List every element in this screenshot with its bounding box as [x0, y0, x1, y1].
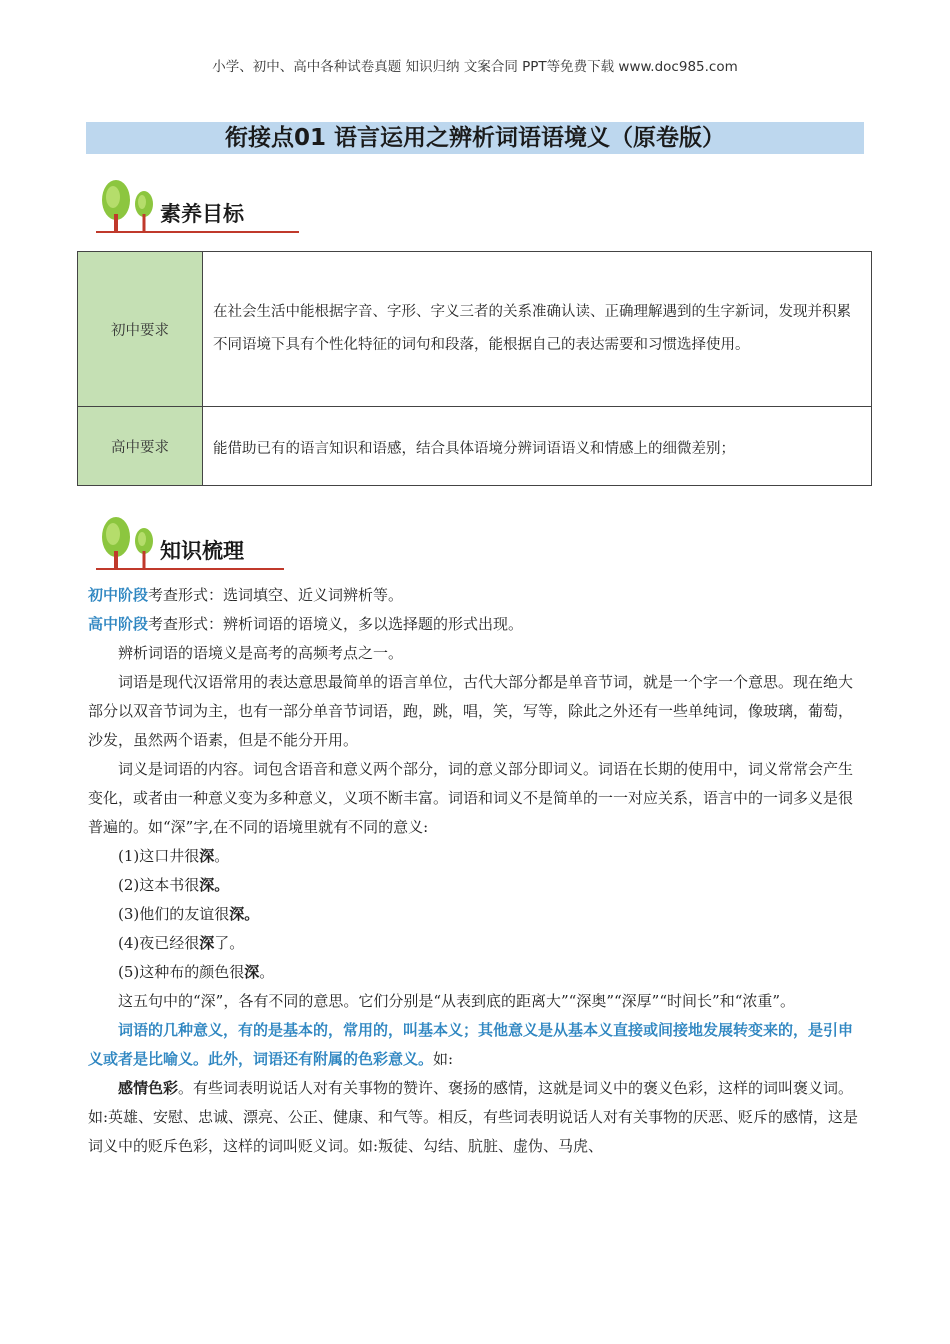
level-cell: 高中要求: [78, 407, 203, 486]
paragraph: 词义是词语的内容。词包含语音和意义两个部分，词的意义部分即词义。词语在长期的使用中，词义常常会产生变化，或者由一种意义变为多种意义，义项不断丰富。词语和词义不是简单的一一对应关系，语言中的一词多义是很普遍的。如“深”字,在不同的语境里就有不同的意义:: [88, 760, 854, 836]
paragraph: [88, 1074, 862, 1161]
example-keyword: 深。: [199, 876, 230, 894]
site-header: 小学、初中、高中各种试卷真题 知识归纳 文案合同 PPT等免费下载 www.doc985.com: [212, 59, 738, 75]
stage-text: 考查形式：选词填空、近义词辨析等。: [148, 586, 404, 604]
example-text: (3)他们的友谊很: [118, 905, 230, 923]
example-text: 。: [259, 963, 275, 981]
paragraph-text: 。有些词表明说话人对有关事物的赞许、褒扬的感情，这就是词义中的褒义色彩，这样的词叫褒义词。如:英雄、安慰、忠诚、漂亮、公正、健康、和气等。相反，有些词表明说话人对有关事物的厌恶、贬斥的感情，这是词义中的贬斥色彩，这样的词叫贬义词。如:叛徒、勾结、肮脏、虚伪、马虎、: [88, 1079, 859, 1155]
section-label-knowledge: 知识梳理: [160, 539, 244, 563]
stage-text: 考查形式：辨析词语的语境义，多以选择题的形式出现。: [148, 615, 524, 633]
document-title: 衔接点01 语言运用之辨析词语语境义（原卷版）: [86, 122, 864, 154]
paragraph: 辨析词语的语境义是高考的高频考点之一。: [118, 644, 404, 662]
highlight-text: 词语的几种意义，有的是基本的，常用的，叫基本义；其他意义是从基本义直接或间接地发展转变来的，是引申义或者是比喻义。此外，词语还有附属的色彩意义。: [88, 1021, 854, 1068]
knowledge-content: [88, 581, 862, 1161]
example-text: (1)这口井很: [118, 847, 200, 865]
paragraph: 这五句中的“深”，各有不同的意思。它们分别是“从表到底的距离大”“深奥”“深厚”“时间长”和“浓重”。: [118, 992, 796, 1010]
requirement-cell: 在社会生活中能根据字音、字形、字义三者的关系准确认读、正确理解遇到的生字新词，发现并积累不同语境下具有个性化特征的词句和段落，能根据自己的表达需要和习惯选择使用。: [203, 252, 872, 407]
example-keyword: 深: [199, 847, 215, 865]
term-label: 感情色彩: [118, 1079, 179, 1097]
paragraph-tail: 如:: [433, 1050, 454, 1068]
example-text: 。: [214, 847, 230, 865]
example-item: [88, 958, 862, 987]
section-label-goals: 素养目标: [160, 202, 244, 226]
example-text: (5)这种布的颜色很: [118, 963, 245, 981]
example-item: [88, 871, 862, 900]
example-item: [88, 842, 862, 871]
example-text: (4)夜已经很: [118, 934, 200, 952]
goals-table: [77, 251, 872, 486]
stage-senior: [88, 610, 862, 639]
example-keyword: 深: [199, 934, 215, 952]
requirement-cell: 能借助已有的语言知识和语感，结合具体语境分辨词语语义和情感上的细微差别；: [203, 407, 872, 486]
paragraph: [88, 1016, 862, 1074]
table-row: [78, 252, 872, 407]
stage-label: 高中阶段: [88, 615, 149, 633]
example-item: [88, 929, 862, 958]
stage-junior: [88, 581, 862, 610]
example-keyword: 深。: [229, 905, 260, 923]
example-text: 了。: [214, 934, 245, 952]
section-heading-knowledge: [94, 515, 304, 577]
level-cell: 初中要求: [78, 252, 203, 407]
example-keyword: 深: [244, 963, 260, 981]
section-heading-goals: [94, 178, 304, 240]
stage-label: 初中阶段: [88, 586, 149, 604]
table-row: [78, 407, 872, 486]
paragraph: 词语是现代汉语常用的表达意思最简单的语言单位，古代大部分都是单音节词，就是一个字一个意思。现在绝大部分以双音节词为主，也有一部分单音节词语，跑，跳，唱，笑，写等，除此之外还有一些单纯词，像玻璃，葡萄，沙发，虽然两个语素，但是不能分开用。: [88, 673, 854, 749]
example-item: [88, 900, 862, 929]
example-text: (2)这本书很: [118, 876, 200, 894]
